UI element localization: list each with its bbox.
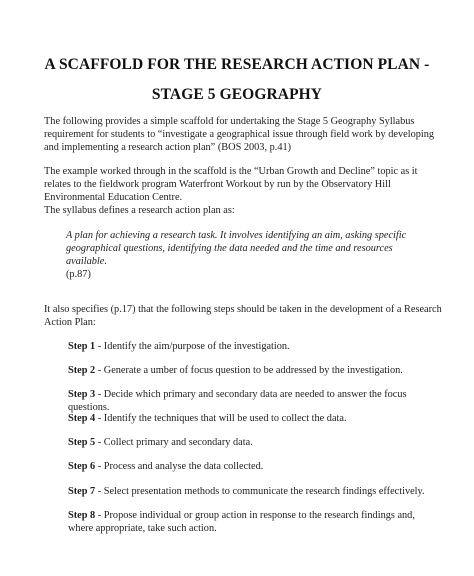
step-item xyxy=(68,436,438,449)
step-item xyxy=(68,340,438,353)
step-text: - Identify the aim/purpose of the investigation. xyxy=(95,341,290,352)
definition-quote-reference: (p.87) xyxy=(66,269,91,280)
example-paragraph: The example worked through in the scaffold is the “Urban Growth and Decline” topic as it relates to the fieldwork program Waterfront Workout by run by the Observatory Hill Environmental Education Centre. xyxy=(44,166,418,203)
step-item xyxy=(68,388,438,414)
step-text: - Decide which primary and secondary data are needed to answer the focus questions. xyxy=(68,389,407,413)
step-item xyxy=(68,412,438,425)
step-text: - Generate a umber of focus question to be addressed by the investigation. xyxy=(95,365,403,376)
step-label: Step 2 xyxy=(68,365,96,376)
step-text: - Identify the techniques that will be used to collect the data. xyxy=(95,413,347,424)
step-label: Step 7 xyxy=(68,486,96,497)
step-label: Step 5 xyxy=(68,437,96,448)
definition-quote-text: A plan for achieving a research task. It involves identifying an aim, asking specific geographical questions, identifying the data needed and the time and resources available. xyxy=(66,230,407,267)
step-text: - Select presentation methods to communicate the research findings effectively. xyxy=(95,486,425,497)
definition-quote xyxy=(66,229,426,281)
step-text: - Propose individual or group action in response to the research findings and, where appropriate, take such action. xyxy=(68,510,415,534)
step-label: Step 8 xyxy=(68,510,96,521)
step-item xyxy=(68,509,438,535)
step-item xyxy=(68,460,438,473)
step-item xyxy=(68,364,438,377)
step-item xyxy=(68,485,438,498)
syllabus-definition-intro: The syllabus defines a research action plan as: xyxy=(44,205,235,216)
document-title-line-1: A SCAFFOLD FOR THE RESEARCH ACTION PLAN - xyxy=(44,56,430,73)
step-label: Step 3 xyxy=(68,389,96,400)
step-text: - Collect primary and secondary data. xyxy=(95,437,253,448)
steps-intro-paragraph: It also specifies (p.17) that the following steps should be taken in the development of a Research Action Plan: xyxy=(44,304,442,328)
step-text: - Process and analyse the data collected. xyxy=(95,461,264,472)
intro-paragraph: The following provides a simple scaffold for undertaking the Stage 5 Geography Syllabus requirement for students to “investigate a geographical issue through field work by developing and implementing a research action plan” (BOS 2003, p.41) xyxy=(44,116,435,153)
step-label: Step 1 xyxy=(68,341,96,352)
step-label: Step 4 xyxy=(68,413,96,424)
document-title-line-2: STAGE 5 GEOGRAPHY xyxy=(151,86,323,103)
step-label: Step 6 xyxy=(68,461,96,472)
